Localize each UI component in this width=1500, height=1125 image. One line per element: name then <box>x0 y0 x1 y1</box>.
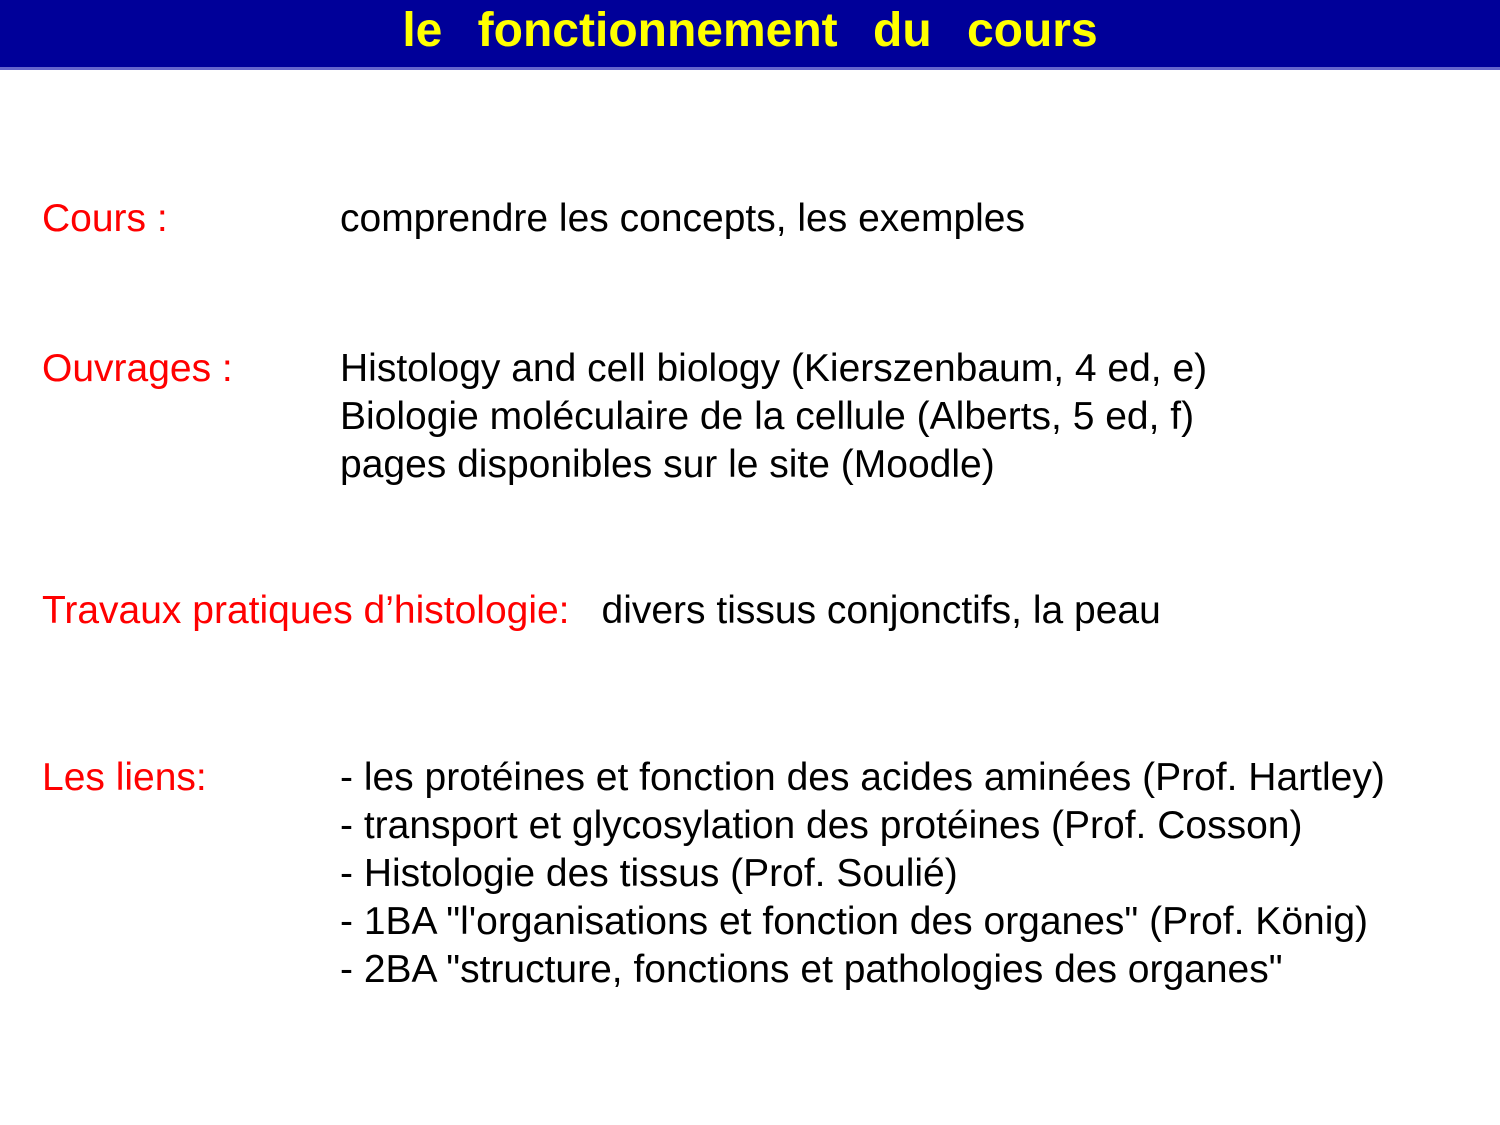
text-line: divers tissus conjonctifs, la peau <box>601 589 1161 632</box>
text-line: Histology and cell biology (Kierszenbaum, 4 ed, e) <box>340 347 1208 390</box>
section-ouvrages-label: Ouvrages : <box>42 347 233 390</box>
section-les-liens-label: Les liens: <box>42 756 207 799</box>
section-travaux-content <box>602 587 1161 635</box>
text-line: - transport et glycosylation des protéines (Prof. Cosson) <box>340 804 1303 847</box>
section-travaux-pratiques <box>42 587 1161 635</box>
text-line: - 2BA "structure, fonctions et pathologies des organes" <box>340 948 1283 991</box>
slide-title: le fonctionnement du cours <box>402 3 1098 57</box>
section-ouvrages-content <box>340 345 1207 489</box>
section-cours-label: Cours : <box>42 197 168 240</box>
title-bar <box>0 0 1500 70</box>
section-cours-content <box>340 195 1025 243</box>
text-line: comprendre les concepts, les exemples <box>340 197 1025 240</box>
section-ouvrages <box>42 345 1207 489</box>
text-line: pages disponibles sur le site (Moodle) <box>340 443 995 486</box>
text-line: Biologie moléculaire de la cellule (Alberts, 5 ed, f) <box>340 395 1195 438</box>
text-line: - Histologie des tissus (Prof. Soulié) <box>340 852 958 895</box>
text-line: - 1BA "l'organisations et fonction des organes" (Prof. König) <box>340 900 1369 943</box>
section-travaux-label: Travaux pratiques d’histologie: <box>42 589 570 632</box>
section-les-liens <box>42 754 1385 994</box>
section-cours <box>42 195 1025 243</box>
section-les-liens-content <box>340 754 1385 994</box>
text-line: - les protéines et fonction des acides aminées (Prof. Hartley) <box>340 756 1385 799</box>
